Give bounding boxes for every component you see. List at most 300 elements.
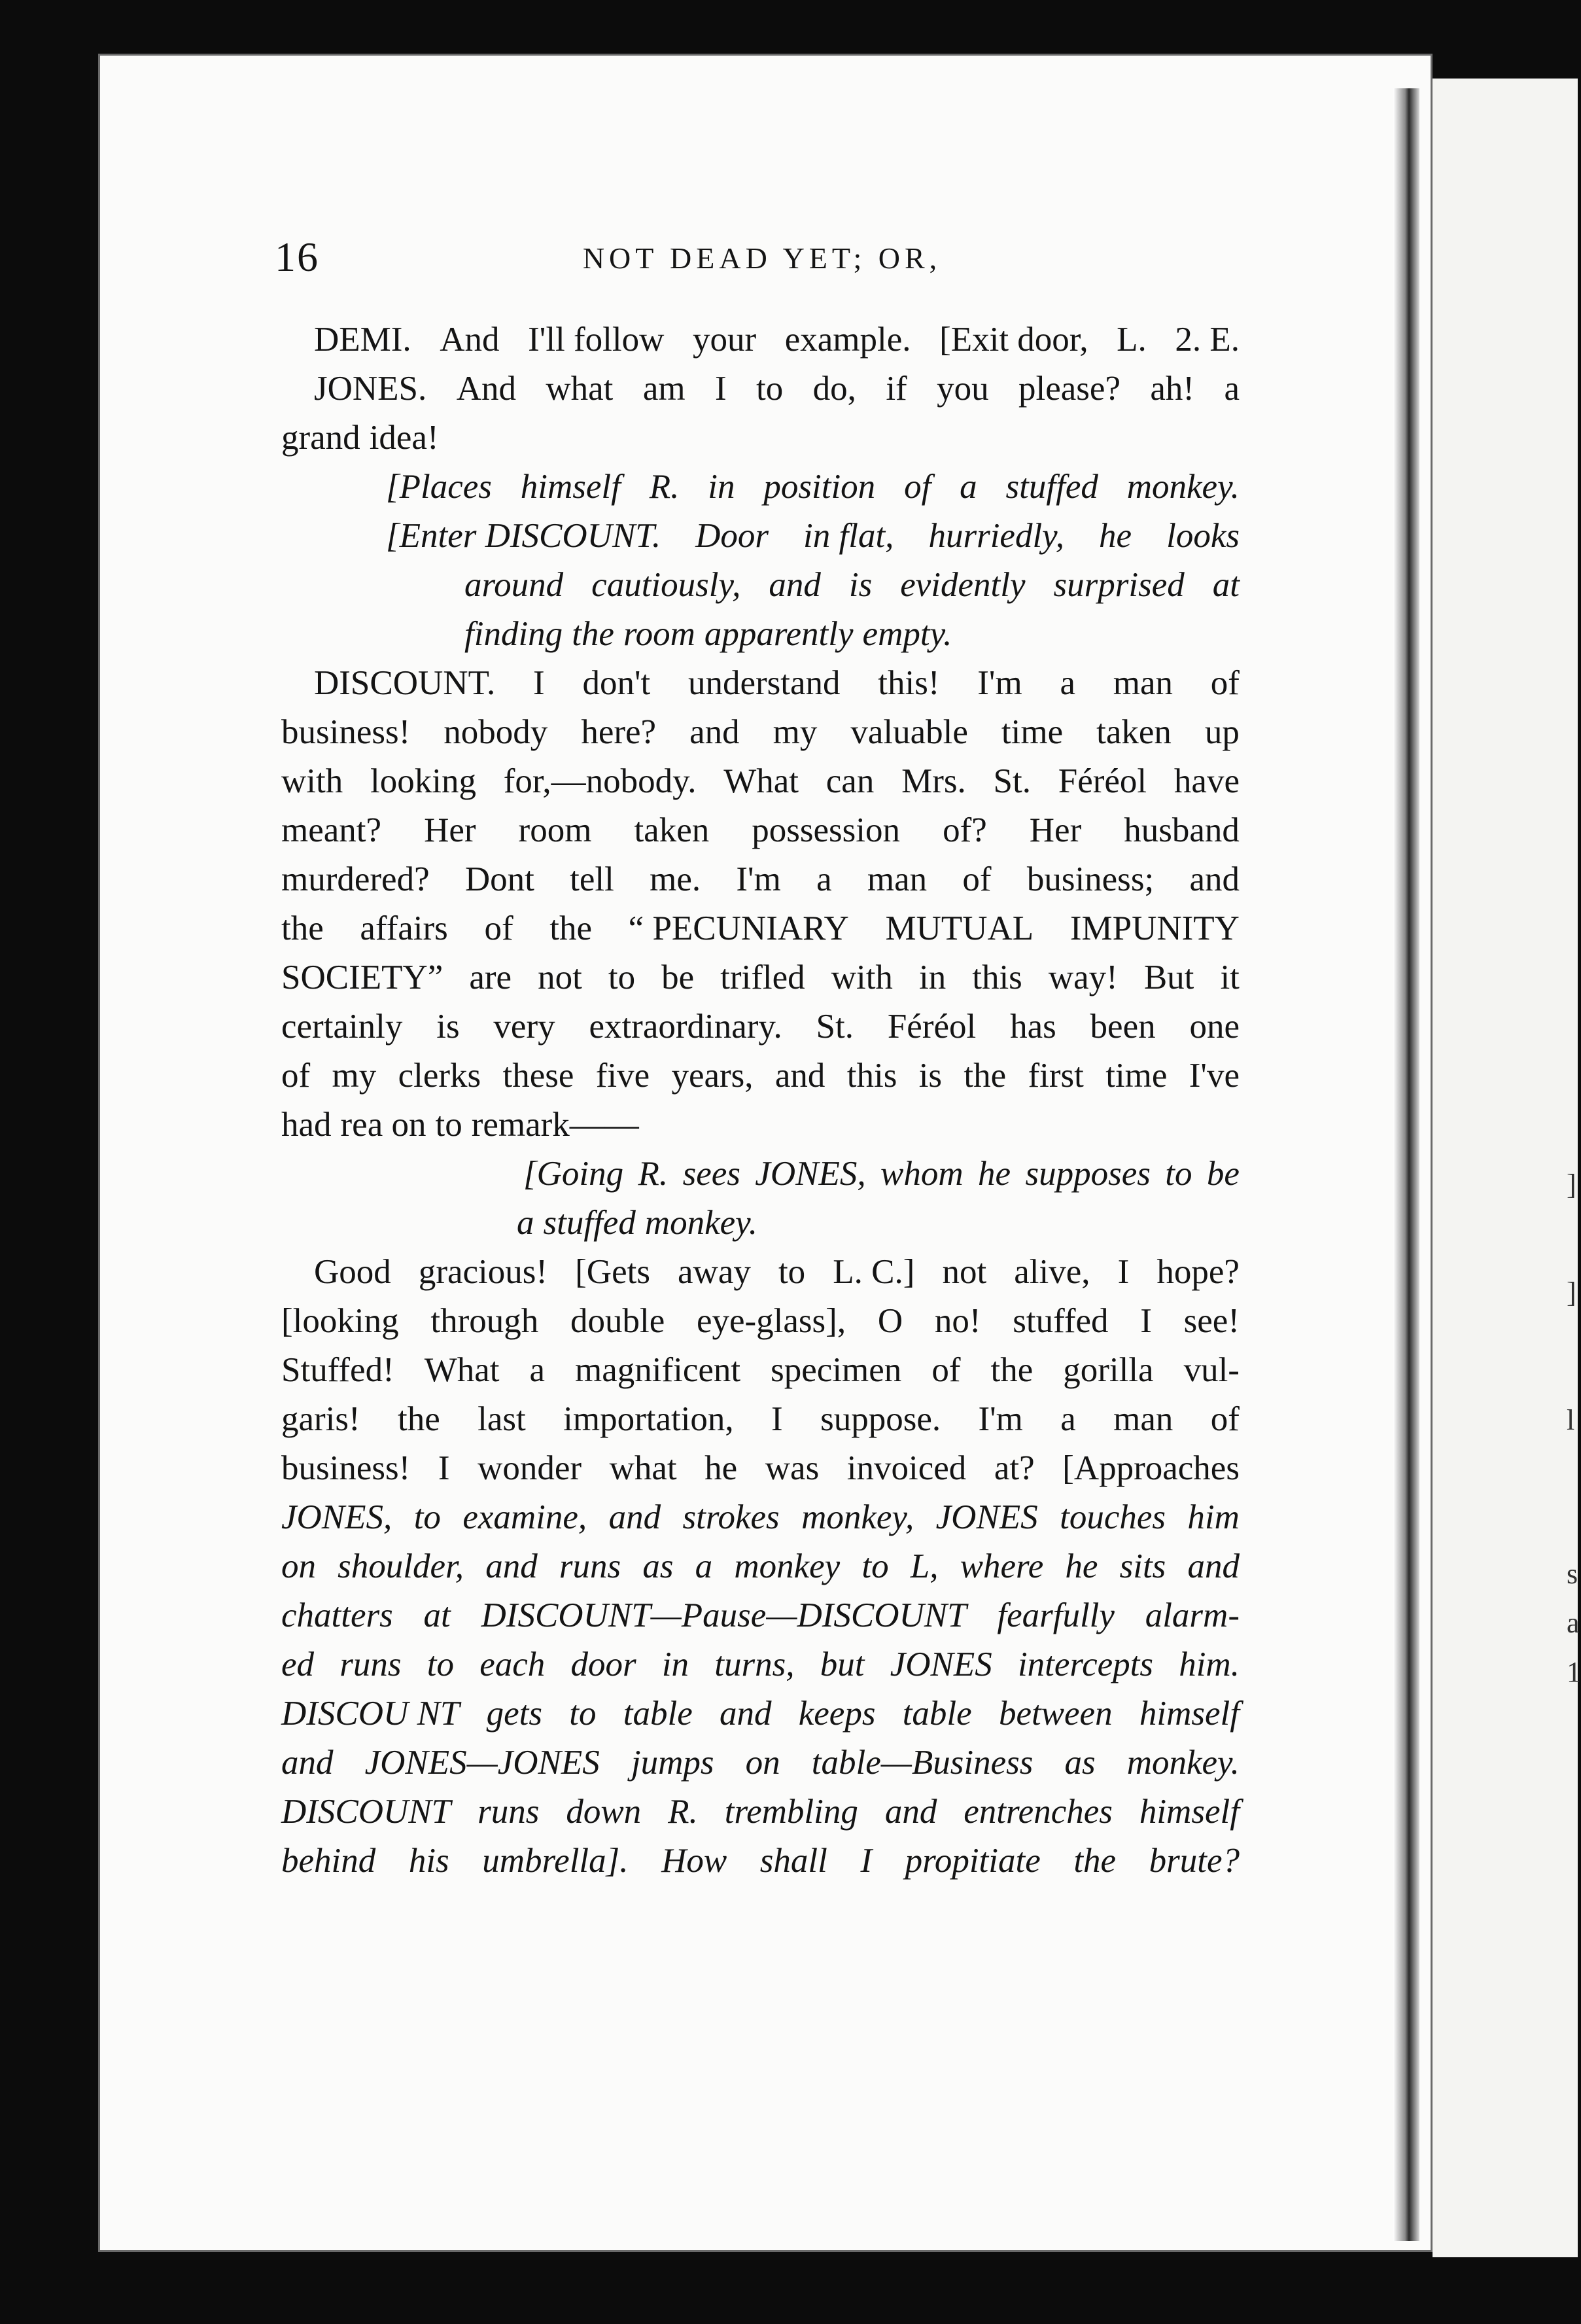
word: eye-glass], [696, 1302, 846, 1340]
word: gorilla [1063, 1351, 1154, 1389]
word: room [518, 811, 592, 849]
word: don't [582, 664, 651, 702]
word: at? [994, 1449, 1035, 1487]
word: himself [1139, 1793, 1240, 1831]
word: to [1165, 1155, 1192, 1193]
word: supposes [1025, 1155, 1151, 1193]
word: the [1073, 1842, 1117, 1880]
word: around [464, 566, 564, 604]
page-number: 16 [275, 234, 319, 280]
word: Féréol [887, 1008, 977, 1046]
word: have [1173, 762, 1240, 800]
word: remark—— [471, 1106, 639, 1144]
word: not [538, 959, 582, 996]
word: man [867, 860, 928, 898]
running-title: NOT DEAD YET; OR, [582, 241, 942, 275]
word: is [918, 1057, 943, 1095]
word: And [440, 321, 500, 359]
word: to [756, 370, 784, 408]
word: each [479, 1646, 546, 1683]
word: O [877, 1302, 903, 1340]
word: certainly [281, 1008, 403, 1046]
word: nobody [443, 713, 548, 751]
word: JONES, [755, 1155, 866, 1193]
word: been [1090, 1008, 1156, 1046]
word: him [1187, 1498, 1240, 1536]
word: example. [784, 321, 911, 359]
word: monkey. [644, 1204, 758, 1242]
word: first [1028, 1057, 1084, 1095]
word: and [884, 1793, 937, 1831]
word: to [778, 1253, 806, 1291]
text-line [281, 1346, 1240, 1395]
word: I [771, 1400, 783, 1438]
text-line [281, 1542, 1240, 1591]
text-line [281, 1248, 1240, 1297]
word: to [608, 959, 636, 996]
word: and [1187, 1547, 1240, 1585]
page-gutter-shadow [1393, 88, 1419, 2241]
text-line [281, 1051, 1240, 1100]
word: But [1143, 959, 1194, 996]
text-line [281, 757, 1240, 806]
word: DISCOUNT—Pause—DISCOUNT [481, 1596, 967, 1634]
text-line [281, 512, 1240, 561]
word: Door [695, 517, 769, 555]
word: a [816, 860, 832, 898]
text-line [281, 659, 1240, 708]
word: a [529, 1351, 546, 1389]
word: door [570, 1646, 636, 1683]
word: has [1010, 1008, 1056, 1046]
word: monkey [734, 1547, 841, 1585]
facing-page [1433, 79, 1578, 2257]
word: strokes [682, 1498, 780, 1536]
word: to [435, 1106, 462, 1144]
word: position [763, 468, 876, 506]
word: business; [1026, 860, 1155, 898]
word: double [570, 1302, 665, 1340]
word: was [765, 1449, 820, 1487]
word: [Exit door, [939, 321, 1088, 359]
word: in [918, 959, 947, 996]
word: down [566, 1793, 642, 1831]
word: on [281, 1547, 316, 1585]
word: runs [339, 1646, 402, 1683]
text-line [281, 1100, 1240, 1150]
word: table—Business [811, 1744, 1034, 1782]
word: understand [687, 664, 841, 702]
text-line [281, 315, 1240, 364]
word: [Gets [575, 1253, 650, 1291]
word: [Places [386, 468, 492, 506]
word: of [1210, 1400, 1240, 1438]
word: 2. E. [1175, 321, 1240, 359]
text-line [281, 1150, 1240, 1199]
word: Dont [464, 860, 534, 898]
text-line [281, 806, 1240, 855]
word: evidently [900, 566, 1026, 604]
word: magnificent [575, 1351, 741, 1389]
word: whom [880, 1155, 964, 1193]
word: the [549, 909, 593, 947]
word: R. [638, 1155, 669, 1193]
text-line [281, 610, 1240, 659]
word: these [502, 1057, 574, 1095]
text-line [281, 1591, 1240, 1640]
word: tell [570, 860, 614, 898]
word: taken [634, 811, 710, 849]
word: of [962, 860, 992, 898]
word: [looking [281, 1302, 399, 1340]
word: and [1189, 860, 1240, 898]
text-line [281, 1837, 1240, 1886]
word: at [423, 1596, 451, 1634]
word: idea! [369, 419, 439, 457]
word: me. [650, 860, 701, 898]
word: to [569, 1695, 597, 1733]
word: trembling [724, 1793, 858, 1831]
word: a [1060, 664, 1075, 702]
word: ah! [1150, 370, 1195, 408]
word: this [972, 959, 1022, 996]
text-line [281, 1395, 1240, 1444]
word: brute? [1149, 1842, 1240, 1880]
word: husband [1124, 811, 1240, 849]
word: and [608, 1498, 661, 1536]
word: taken [1096, 713, 1172, 751]
text-line [281, 708, 1240, 757]
word: alive, [1014, 1253, 1090, 1291]
word: the [398, 1400, 440, 1438]
word: to [861, 1547, 889, 1585]
word: I'm [977, 664, 1022, 702]
word: looks [1166, 517, 1240, 555]
word: and [689, 713, 740, 751]
word: Féréol [1058, 762, 1147, 800]
text-line [281, 1002, 1240, 1051]
word: and [281, 1744, 334, 1782]
word: man [1113, 664, 1173, 702]
word: table [623, 1695, 693, 1733]
word: a [695, 1547, 713, 1585]
word: fearfully [997, 1596, 1115, 1634]
word: he [704, 1449, 738, 1487]
word: on [745, 1744, 780, 1782]
facing-page-fragment: 1 [1567, 1656, 1581, 1688]
word: monkey. [1126, 468, 1240, 506]
text-line [281, 855, 1240, 904]
body-text [281, 315, 1240, 1886]
word: umbrella]. [482, 1842, 629, 1880]
word: table [902, 1695, 972, 1733]
word: am [642, 370, 686, 408]
word: I've [1189, 1057, 1240, 1095]
word: suppose. [820, 1400, 941, 1438]
word: finding [464, 615, 563, 653]
word: rea on [340, 1106, 426, 1144]
word: hope? [1156, 1253, 1240, 1291]
word: invoiced [846, 1449, 967, 1487]
facing-page-fragment: ] [1567, 1169, 1576, 1201]
word: I [714, 370, 727, 408]
word: garis! [281, 1400, 360, 1438]
word: vul- [1183, 1351, 1240, 1389]
word: of [904, 468, 931, 506]
word: this! [878, 664, 940, 702]
word: cautiously, [591, 566, 741, 604]
word: R. [649, 468, 680, 506]
word: can [825, 762, 875, 800]
word: JONES—JONES [364, 1744, 600, 1782]
word: a [517, 1204, 534, 1242]
word: a [1060, 1400, 1076, 1438]
word: please? [1018, 370, 1121, 408]
word: at [1212, 566, 1240, 604]
word: where [960, 1547, 1044, 1585]
word: empty. [862, 615, 952, 653]
word: I [533, 664, 545, 702]
text-line [281, 1199, 1240, 1248]
word: no! [934, 1302, 981, 1340]
word: DEMI. [314, 321, 411, 359]
word: with [281, 762, 343, 800]
text-line [281, 364, 1240, 414]
text-line [281, 414, 1240, 463]
word: possession [752, 811, 901, 849]
word: the [990, 1351, 1034, 1389]
word: here? [581, 713, 657, 751]
word: “ PECUNIARY [628, 909, 849, 947]
word: touches [1060, 1498, 1166, 1536]
word: and [485, 1547, 538, 1585]
word: it [1220, 959, 1240, 996]
word: [Going [523, 1155, 624, 1193]
word: L. C.] [833, 1253, 915, 1291]
word: five [595, 1057, 650, 1095]
word: stuffed [1005, 468, 1098, 506]
word: murdered? [281, 860, 430, 898]
word: of [931, 1351, 961, 1389]
word: of [281, 1057, 311, 1095]
word: specimen [771, 1351, 902, 1389]
word: my [332, 1057, 377, 1095]
word: as [1064, 1744, 1096, 1782]
word: be [1206, 1155, 1240, 1193]
word: Good [314, 1253, 391, 1291]
word: this [846, 1057, 897, 1095]
word: St. [993, 762, 1031, 800]
word: chatters [281, 1596, 393, 1634]
word: the [281, 909, 324, 947]
word: propitiate [905, 1842, 1041, 1880]
word: surprised [1053, 566, 1185, 604]
word: Her [1029, 811, 1082, 849]
word: jumps [631, 1744, 714, 1782]
word: sees [682, 1155, 740, 1193]
word: up [1204, 713, 1240, 751]
text-line [281, 1444, 1240, 1493]
text-line [281, 1689, 1240, 1738]
word: valuable [850, 713, 968, 751]
word: very [493, 1008, 555, 1046]
word: MUTUAL [885, 909, 1034, 947]
word: shoulder, [338, 1547, 464, 1585]
word: do, [812, 370, 856, 408]
text-line [281, 904, 1240, 953]
word: years, [671, 1057, 754, 1095]
word: looking [370, 762, 476, 800]
word: Mrs. [901, 762, 966, 800]
word: a [1224, 370, 1240, 408]
word: I'll follow [528, 321, 665, 359]
word: time [1001, 713, 1064, 751]
word: grand [281, 419, 360, 457]
word: entrenches [964, 1793, 1113, 1831]
word: intercepts [1017, 1646, 1153, 1683]
word: what [546, 370, 614, 408]
word: What [723, 762, 799, 800]
word: I [860, 1842, 873, 1880]
facing-page-fragment: a [1567, 1607, 1580, 1639]
word: you [937, 370, 989, 408]
word: be [661, 959, 695, 996]
word: himself [1139, 1695, 1240, 1733]
word: through [430, 1302, 539, 1340]
word: affairs [360, 909, 448, 947]
word: gracious! [418, 1253, 548, 1291]
text-line [281, 1738, 1240, 1787]
word: L. [1117, 321, 1147, 359]
word: apparently [704, 615, 854, 653]
text-line [281, 1640, 1240, 1689]
word: stuffed [1013, 1302, 1109, 1340]
word: L, [910, 1547, 939, 1585]
word: between [998, 1695, 1113, 1733]
word: I'm [978, 1400, 1023, 1438]
word: he [1065, 1547, 1098, 1585]
word: not [942, 1253, 987, 1291]
word: JONES. [314, 370, 427, 408]
word: is [436, 1008, 460, 1046]
running-head [275, 229, 1249, 288]
word: importation, [563, 1400, 734, 1438]
word: alarm- [1145, 1596, 1240, 1634]
word: of? [943, 811, 987, 849]
word: clerks [398, 1057, 481, 1095]
word: last [478, 1400, 526, 1438]
word: of [484, 909, 513, 947]
word: examine, [462, 1498, 587, 1536]
word: and [769, 566, 821, 604]
word: DISCOU NT [281, 1695, 460, 1733]
word: R. [668, 1793, 698, 1831]
word: room [623, 615, 695, 653]
text-line [281, 953, 1240, 1002]
word: way! [1048, 959, 1118, 996]
word: extraordinary. [589, 1008, 782, 1046]
word: St. [816, 1008, 854, 1046]
word: What [424, 1351, 500, 1389]
text-line [281, 1297, 1240, 1346]
word: but [820, 1646, 865, 1683]
word: in [661, 1646, 689, 1683]
word: in [708, 468, 735, 506]
word: my [773, 713, 818, 751]
word: for,—nobody. [503, 762, 697, 800]
word: of [1210, 664, 1240, 702]
word: the [572, 615, 614, 653]
word: he [1099, 517, 1132, 555]
word: SOCIETY” [281, 959, 443, 996]
word: your [692, 321, 757, 359]
word: wonder [478, 1449, 582, 1487]
word: and [774, 1057, 825, 1095]
word: what [609, 1449, 677, 1487]
word: as [642, 1547, 674, 1585]
word: IMPUNITY [1069, 909, 1240, 947]
word: gets [486, 1695, 543, 1733]
word: [Approaches [1062, 1449, 1240, 1487]
word: behind [281, 1842, 376, 1880]
word: stuffed [543, 1204, 636, 1242]
word: ed [281, 1646, 315, 1683]
word: in flat, [803, 517, 894, 555]
word: JONES [890, 1646, 992, 1683]
word: to [413, 1498, 441, 1536]
word: had [281, 1106, 332, 1144]
word: I [438, 1449, 450, 1487]
word: runs [478, 1793, 540, 1831]
word: Her [424, 811, 476, 849]
text-line [281, 561, 1240, 610]
word: if [886, 370, 907, 408]
word: and [720, 1695, 772, 1733]
facing-page-fragment: ] [1567, 1276, 1576, 1309]
facing-page-fragment: s [1567, 1558, 1578, 1590]
word: is [848, 566, 873, 604]
word: his [408, 1842, 449, 1880]
word: keeps [798, 1695, 876, 1733]
word: DISCOUNT. [314, 664, 496, 702]
word: one [1189, 1008, 1240, 1046]
word: business! [281, 713, 411, 751]
word: I [1117, 1253, 1130, 1291]
word: he [978, 1155, 1011, 1193]
word: I'm [736, 860, 781, 898]
word: runs [559, 1547, 621, 1585]
text-line [281, 463, 1240, 512]
word: shall [759, 1842, 827, 1880]
word: see! [1183, 1302, 1240, 1340]
text-line [281, 1787, 1240, 1837]
word: I [1140, 1302, 1152, 1340]
word: monkey, [801, 1498, 914, 1536]
word: the [964, 1057, 1007, 1095]
word: time [1105, 1057, 1168, 1095]
word: And [456, 370, 516, 408]
word: a [960, 468, 977, 506]
word: him. [1179, 1646, 1240, 1683]
word: hurriedly, [928, 517, 1065, 555]
word: monkey. [1126, 1744, 1240, 1782]
word: man [1113, 1400, 1173, 1438]
word: sits [1119, 1547, 1166, 1585]
word: away [678, 1253, 751, 1291]
word: DISCOUNT [281, 1793, 451, 1831]
word: JONES, [281, 1498, 392, 1536]
facing-page-fragment: l [1567, 1404, 1575, 1436]
